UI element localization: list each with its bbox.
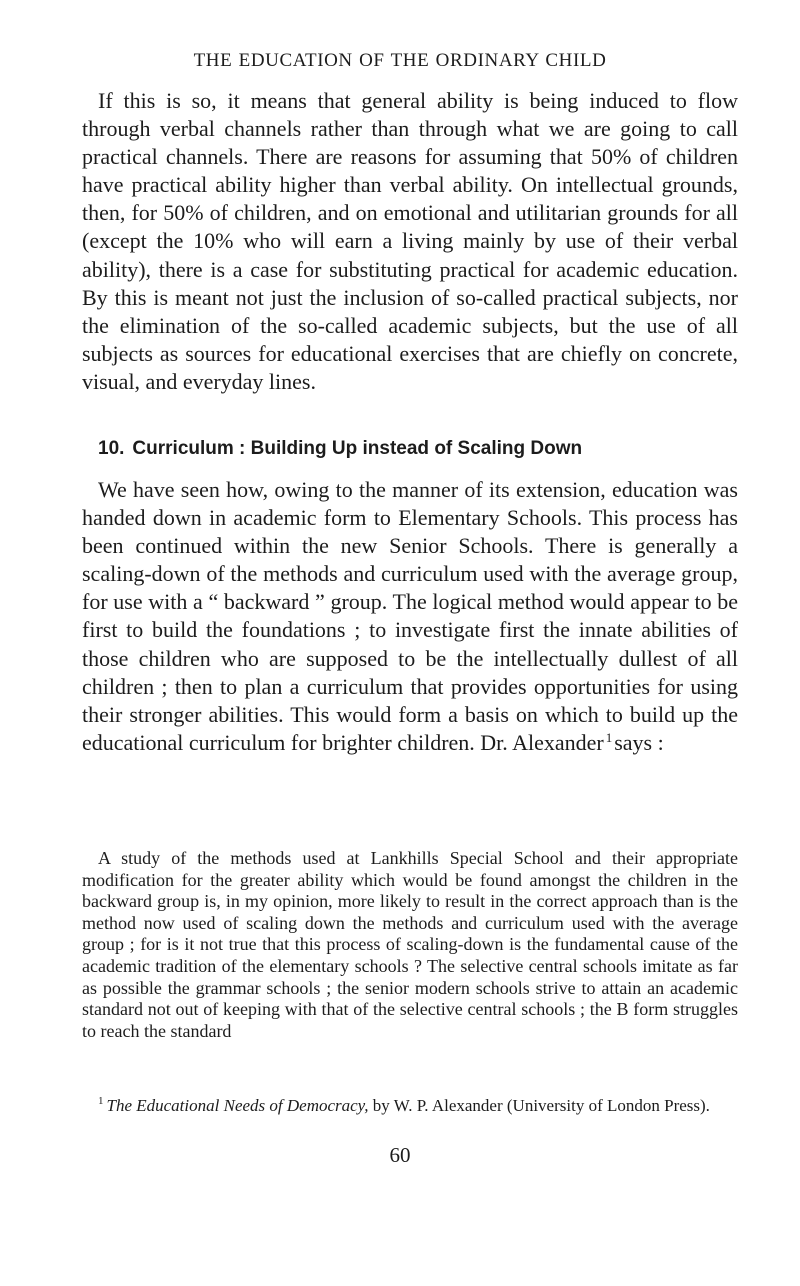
section-number: 10. — [98, 438, 125, 459]
running-head: THE EDUCATION OF THE ORDINARY CHILD — [193, 50, 607, 71]
section-heading — [98, 437, 758, 461]
page-number: 60 — [389, 1143, 411, 1167]
footnote-marker: 1 — [98, 1095, 104, 1108]
footnote-reference: 1 — [605, 729, 613, 745]
section-title: Curriculum : Building Up instead of Scaling Down — [132, 438, 583, 459]
paragraph-2 — [82, 476, 738, 757]
block-quote: A study of the methods used at Lankhills Special School and their appropriate modification for the greater ability which would be found amongst the children in the backward group is, in my opinion, more likely to result in the correct approach than is the method now used of scaling down the methods and curriculum used with the average group ; for is it not true that this process of scaling-down is the fundamental cause of the academic tradition of the elementary schools ? The selective central schools imitate as far as possible the grammar schools ; the senior modern schools strive to attain an academic standard not out of keeping with that of the selective central schools ; the B form struggles to reach the standard — [82, 848, 738, 1041]
paragraph-1: If this is so, it means that general ability is being induced to flow through verbal channels rather than through what we are going to call practical channels. There are reasons for assuming that 50% of children have practical ability higher than verbal ability. On intellectual grounds, then, for 50% of children, and on emotional and utilitarian grounds for all (except the 10% who will earn a living mainly by use of their verbal ability), there is a case for substituting practical for academic education. By this is meant not just the inclusion of so-called practical subjects, nor the elimination of the so-called academic subjects, but the use of all subjects as sources for educational exercises that are chiefly on concrete, visual, and everyday lines. — [82, 88, 738, 394]
paragraph-2-text: We have seen how, owing to the manner of its extension, education was handed down in academic form to Elementary Schools. This process has been continued within the new Senior Schools. There is generally a scaling-down of the methods and curriculum used with the average group, for use with a “ backward ” group. The logical method would appear to be first to build the foundations ; to investigate first the innate abilities of those children who are supposed to be the intellectually dullest of all children ; then to plan a curriculum that provides opportunities for using their stronger abilities. This would form a basis on which to build up the educational curriculum for brighter children. Dr. Alexander — [82, 477, 738, 755]
footnote-book-title: The Educational Needs of Democracy, — [106, 1096, 369, 1115]
footnote — [82, 1095, 738, 1116]
footnote-citation: by W. P. Alexander (University of London Press). — [372, 1096, 710, 1115]
paragraph-2-text-after: says : — [614, 729, 664, 755]
